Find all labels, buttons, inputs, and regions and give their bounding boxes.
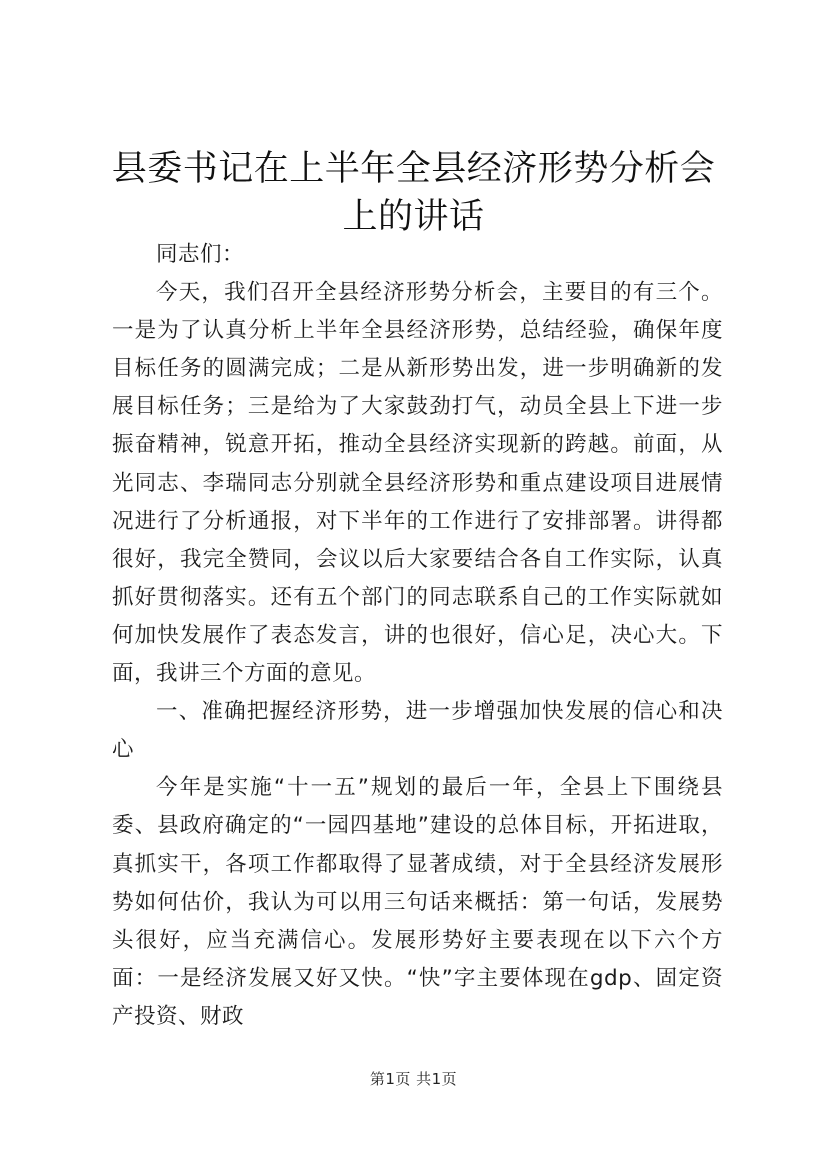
body-paragraph: 今年是实施“十一五”规划的最后一年，全县上下围绕县委、县政府确定的“一园四基地”建设的总体目标，开拓进取，真抓实干，各项工作都取得了显著成绩，对于全县经济发展形势如何估价，我认为可以用三句话来概括：第一句话，发展势头很好，应当充满信心。发展形势好主要表现在以下六个方面：一是经济发展又好又快。“快”字主要体现在gdp、固定资产投资、财政 — [112, 775, 723, 1029]
document-body — [112, 236, 723, 1036]
section-heading: 一、准确把握经济形势，进一步增强加快发展的信心和决心 — [112, 699, 723, 763]
salutation-paragraph: 同志们： — [156, 242, 245, 267]
document-title: 县委书记在上半年全县经济形势分析会上的讲话 — [111, 149, 716, 237]
page-footer: 第1页 共1页 — [369, 1070, 458, 1088]
intro-paragraph: 今天，我们召开全县经济形势分析会，主要目的有三个。一是为了认真分析上半年全县经济形势，总结经验，确保年度目标任务的圆满完成；二是从新形势出发，进一步明确新的发展目标任务；三是给为了大家鼓劲打气，动员全县上下进一步振奋精神，锐意开拓，推动全县经济实现新的跨越。前面，从光同志、李瑞同志分别就全县经济形势和重点建设项目进展情况进行了分析通报，对下半年的工作进行了安排部署。讲得都很好，我完全赞同，会议以后大家要结合各自工作实际，认真抓好贯彻落实。还有五个部门的同志联系自己的工作实际就如何加快发展作了表态发言，讲的也很好，信心足，决心大。下面，我讲三个方面的意见。 — [112, 280, 723, 687]
